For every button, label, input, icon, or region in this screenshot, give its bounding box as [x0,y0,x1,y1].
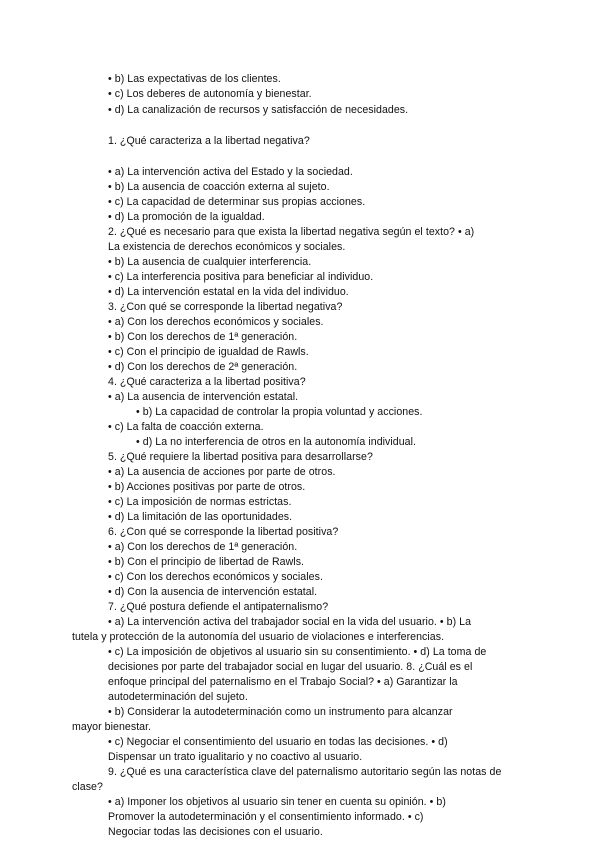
text-line: • b) Acciones positivas por parte de otros. [108,481,306,493]
text-line: • c) La imposición de normas estrictas. [108,496,292,508]
text-line: enfoque principal del paternalismo en el Trabajo Social? • a) Garantizar la [108,676,458,688]
text-line: • b) Las expectativas de los clientes. [108,73,281,85]
text-line: • b) La ausencia de cualquier interferencia. [108,256,312,268]
text-line: clase? [72,781,103,793]
question-heading: 2. ¿Qué es necesario para que exista la libertad negativa según el texto? • a) [108,226,475,238]
text-line: autodeterminación del sujeto. [108,691,248,703]
text-line: • a) La intervención activa del trabajador social en la vida del usuario. • b) La [108,616,472,628]
text-line: • d) La no interferencia de otros en la autonomía individual. [136,436,417,448]
text-line: • a) La ausencia de acciones por parte de otros. [108,466,336,478]
text-line: • a) La ausencia de intervención estatal. [108,391,299,403]
text-line: • c) Los deberes de autonomía y bienestar. [108,88,312,100]
text-line: • d) La limitación de las oportunidades. [108,511,293,523]
text-line: • b) Con el principio de libertad de Rawls. [108,556,305,568]
text-line: • a) Con los derechos de 1ª generación. [108,541,298,553]
text-line: • c) Negociar el consentimiento del usuario en todas las decisiones. • d) [108,736,448,748]
text-line: • d) La promoción de la igualdad. [108,211,265,223]
text-line: • b) La capacidad de controlar la propia voluntad y acciones. [136,406,423,418]
question-heading: 7. ¿Qué postura defiende el antipaternalismo? [108,601,329,613]
text-line: • d) Con la ausencia de intervención estatal. [108,586,318,598]
text-line: • a) Con los derechos económicos y sociales. [108,316,324,328]
text-line: La existencia de derechos económicos y sociales. [108,241,346,253]
text-line: • b) Con los derechos de 1ª generación. [108,331,298,343]
question-heading: 9. ¿Qué es una característica clave del paternalismo autoritario según las notas de [108,766,502,778]
question-heading: 4. ¿Qué caracteriza a la libertad positiva? [108,376,306,388]
text-line: • b) La ausencia de coacción externa al sujeto. [108,181,330,193]
text-line: tutela y protección de la autonomía del usuario de violaciones e interferencias. [72,631,445,643]
text-line: • d) Con los derechos de 2ª generación. [108,361,298,373]
text-line: Negociar todas las decisiones con el usuario. [108,826,323,838]
text-line: Dispensar un trato igualitario y no coactivo al usuario. [108,751,363,763]
text-line: • c) La capacidad de determinar sus propias acciones. [108,196,366,208]
text-line: mayor bienestar. [72,721,152,733]
text-line: • d) La intervención estatal en la vida del individuo. [108,286,349,298]
text-line: • a) La intervención activa del Estado y la sociedad. [108,166,353,178]
text-line: • c) Con el principio de igualdad de Rawls. [108,346,309,358]
text-line: • c) Con los derechos económicos y sociales. [108,571,323,583]
text-line: Promover la autodeterminación y el consentimiento informado. • c) [108,811,424,823]
question-heading: 6. ¿Con qué se corresponde la libertad positiva? [108,526,339,538]
text-line: • c) La falta de coacción externa. [108,421,264,433]
text-line: decisiones por parte del trabajador social en lugar del usuario. 8. ¿Cuál es el [108,661,473,673]
text-line: • b) Considerar la autodeterminación como un instrumento para alcanzar [108,706,453,718]
text-line: • d) La canalización de recursos y satisfacción de necesidades. [108,104,409,116]
question-heading: 3. ¿Con qué se corresponde la libertad negativa? [108,301,343,313]
text-line: • a) Imponer los objetivos al usuario sin tener en cuenta su opinión. • b) [108,796,446,808]
question-heading: 5. ¿Qué requiere la libertad positiva para desarrollarse? [108,451,373,463]
text-line: • c) La interferencia positiva para beneficiar al individuo. [108,271,374,283]
question-heading: 1. ¿Qué caracteriza a la libertad negativa? [108,135,310,147]
text-line: • c) La imposición de objetivos al usuario sin su consentimiento. • d) La toma de [108,646,487,658]
